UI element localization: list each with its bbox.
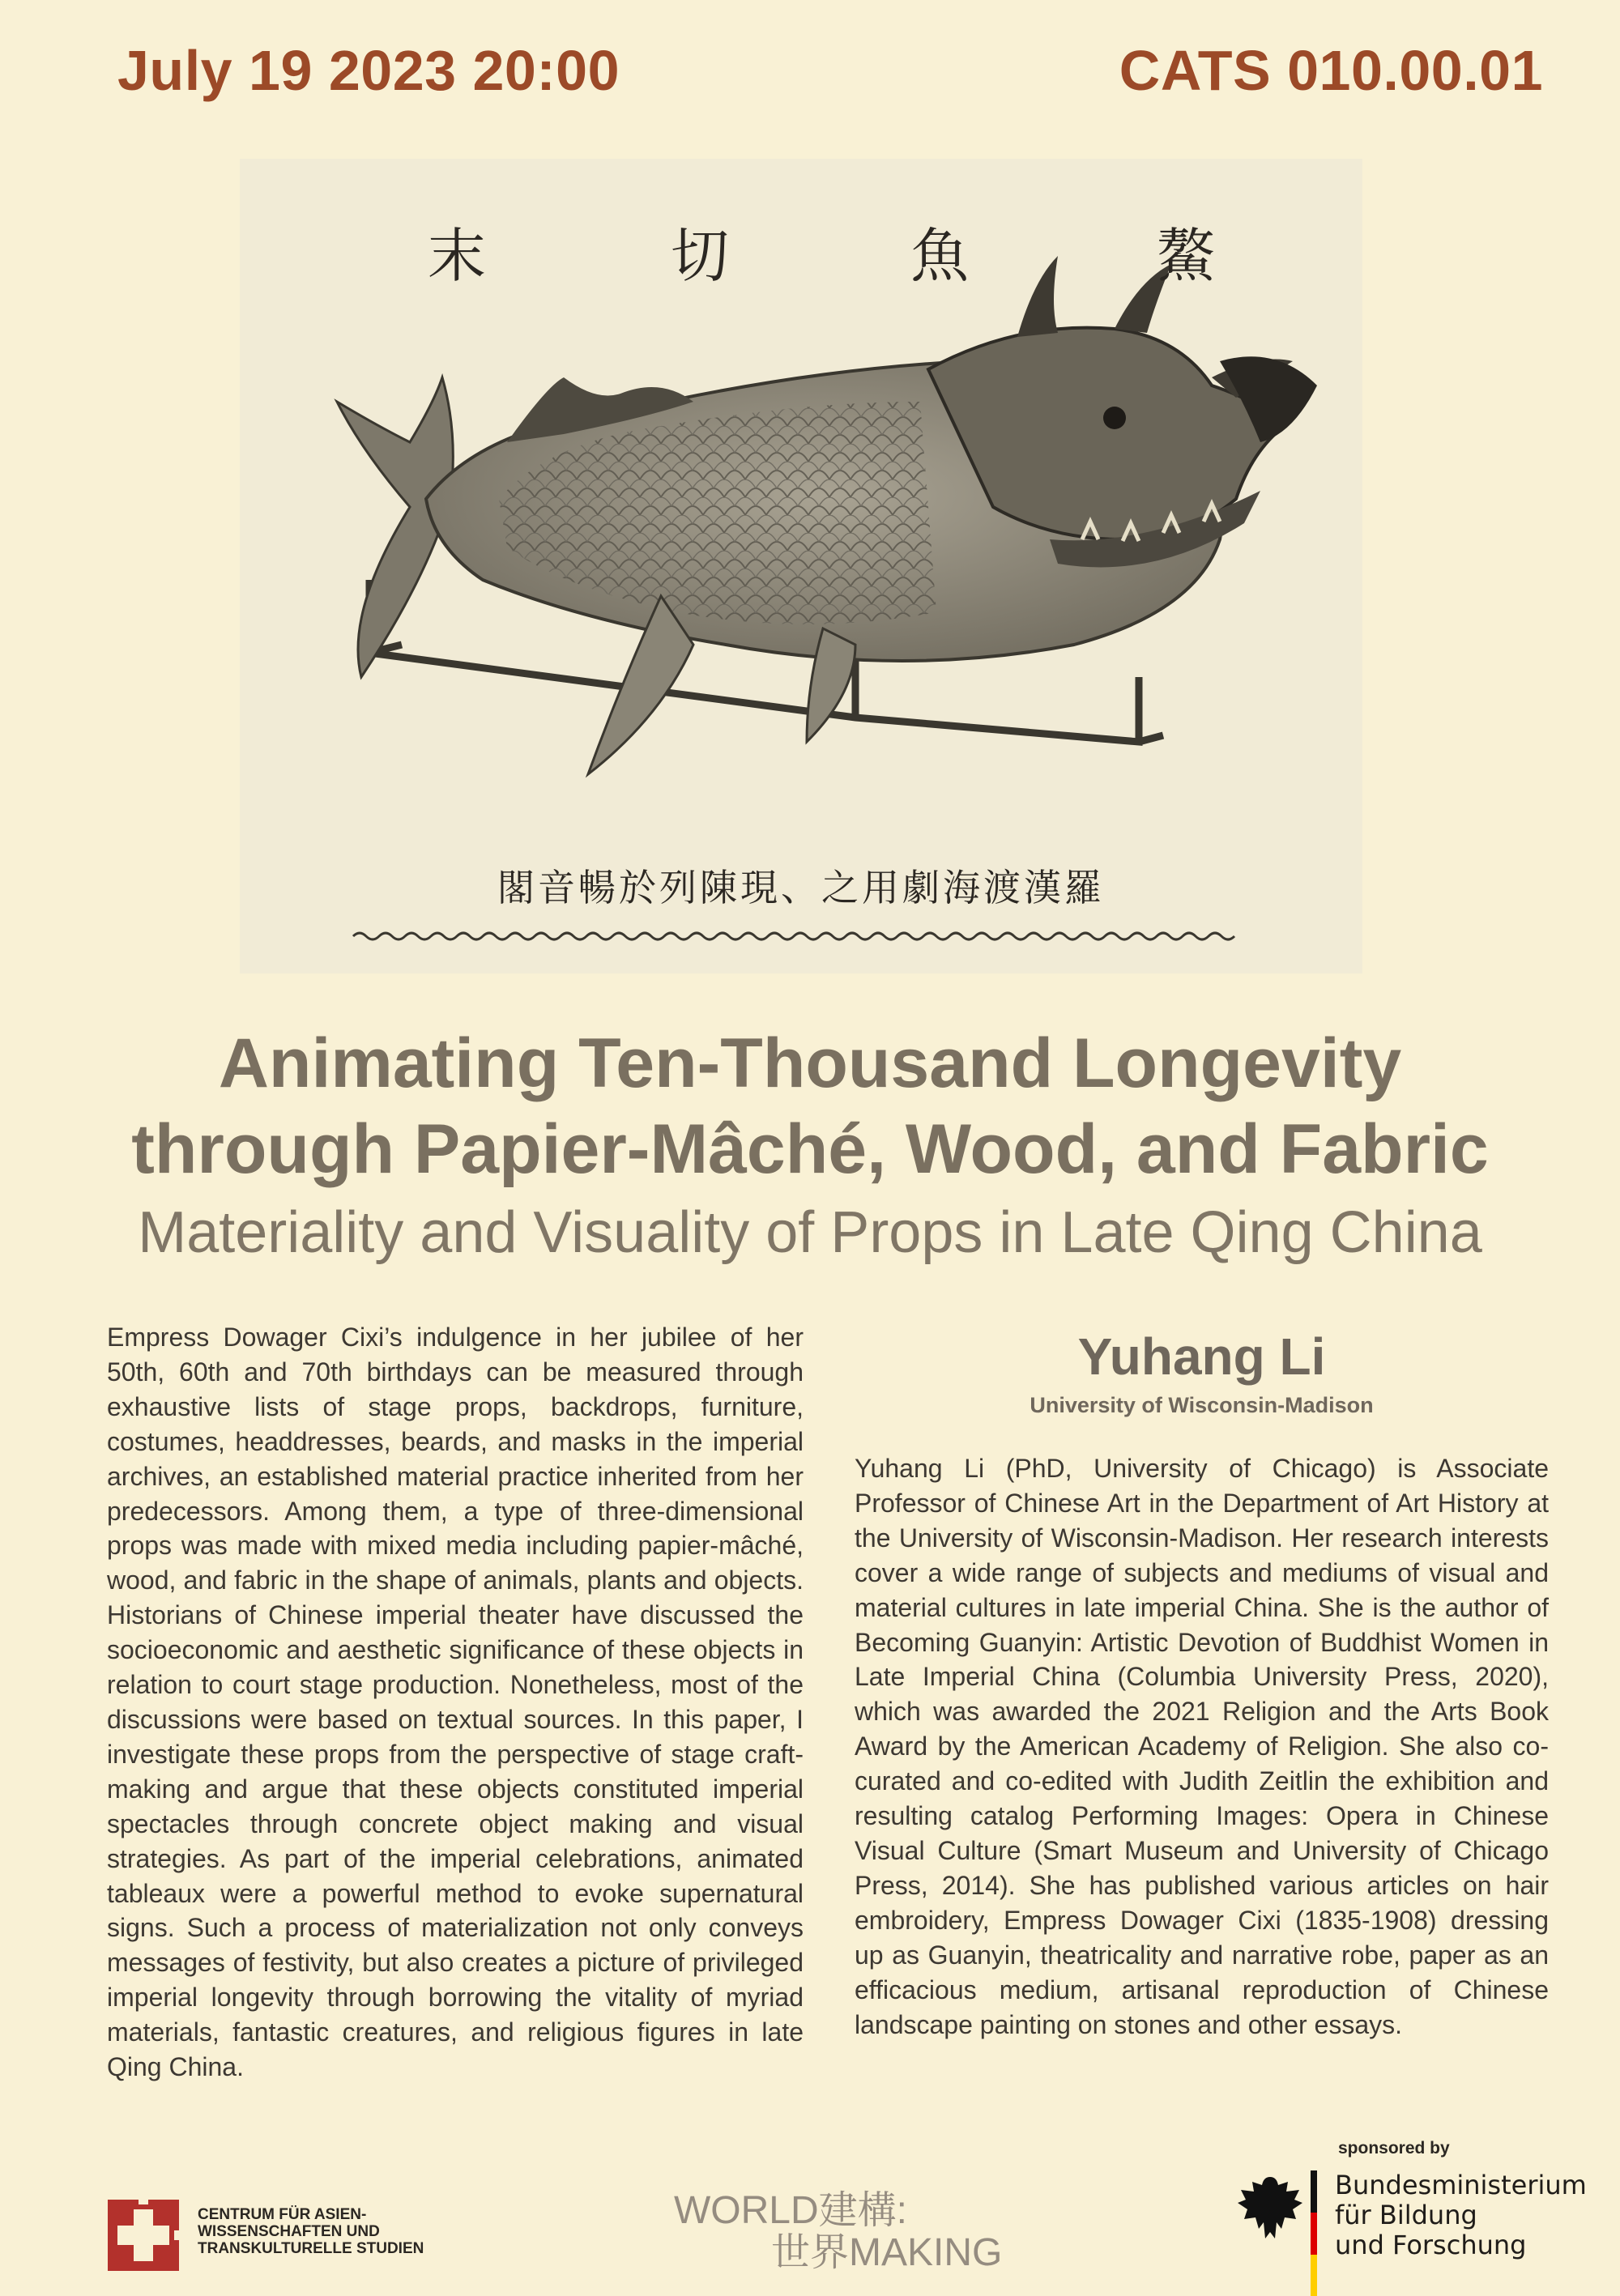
fish-prop-photo [240,159,1362,973]
lecture-title-block [0,1020,1620,1273]
abstract-text: Empress Dowager Cixi’s indulgence in her jubilee of her 50th, 60th and 70th birthdays can be measured through exhaustive lists of stage props, backdrops, furniture, costumes, headdresses, beards, and masks in the imperial archives, an established material practice inherited from her predecessors. Among them, a type of three-dimensional props was made with mixed media including papier-mâché, wood, and fabric in the shape of animals, plants and objects. Historians of Chinese imperial theater have discussed the socioeconomic and aesthetic significance of these objects in relation to court stage production. Nonetheless, most of the discussions were based on textual sources. In this paper, I investigate these props from the perspective of stage craft-making and argue that these objects constituted imperial spectacles through concrete object making and visual strategies. As part of the imperial celebrations, animated tableaux were a powerful method to evoke supernatural signs. Such a process of materialization not only conveys messages of festivity, but also creates a picture of privileged imperial longevity through borrowing the vitality of myriad materials, fantastic creatures, and religious figures in late Qing China. [107,1323,804,2082]
cats-line-3: TRANSKULTURELLE STUDIEN [198,2240,424,2257]
cats-line-1: CENTRUM FÜR ASIEN- [198,2206,367,2223]
photo-caption: 閣音暢於列陳現、之用劇海渡漢羅 [497,866,1105,909]
event-date: July 19 2023 20:00 [117,39,620,102]
bmbf-line-3: und Forschung [1335,2230,1527,2260]
speaker-name: Yuhang Li [1077,1327,1326,1386]
photo-char-4: 鰲 [1157,222,1216,290]
cats-logo-icon [108,2200,179,2271]
lecture-subtitle: Materiality and Visuality of Props in Late Qing China [138,1200,1482,1265]
speaker-affiliation: University of Wisconsin-Madison [1030,1393,1374,1417]
sponsored-by-label: sponsored by [1338,2139,1450,2158]
title-line-2: through Papier-Mâché, Wood, and Fabric [131,1110,1489,1188]
photo-char-3: 魚 [910,222,970,290]
german-flag-bar [1311,2170,1317,2296]
cats-institute-name [198,2206,424,2257]
bmbf-name [1335,2170,1587,2260]
worldmaking-line-1: WORLD建構: [674,2189,908,2232]
federal-eagle-icon [1238,2170,1302,2243]
worldmaking-line-2: 世界MAKING [771,2231,1003,2274]
photo-char-1: 末 [428,222,487,290]
event-room: CATS 010.00.01 [1119,39,1543,102]
speaker-block [855,1324,1549,1421]
worldmaking-logo [674,2190,1002,2274]
title-line-1: Animating Ten-Thousand Longevity [218,1024,1402,1102]
photo-char-2: 切 [671,222,730,290]
cats-line-2: WISSENSCHAFTEN UND [198,2223,380,2240]
bmbf-line-1: Bundesministerium [1335,2170,1587,2200]
bmbf-line-2: für Bildung [1335,2200,1477,2230]
speaker-bio: Yuhang Li (PhD, University of Chicago) is Associate Professor of Chinese Art in the Department of Art History at the University of Wisconsin-Madison. Her research interests cover a wide range of subjects and mediums of visual and material cultures in late imperial China. She is the author of Becoming Guanyin: Artistic Devotion of Buddhist Women in Late Imperial China (Columbia University Press, 2020), which was awarded the 2021 Religion and the Arts Book Award by the American Academy of Religion. She also co-curated and co-edited with Judith Zeitlin the exhibition and resulting catalog Performing Images: Opera in Chinese Visual Culture (Smart Museum and University of Chicago Press, 2014). She has published various articles on hair embroidery, Empress Dowager Cixi (1835-1908) dressing up as Guanyin, theatricality and narrative robe, paper as an efficacious medium, artisanal reproduction of Chinese landscape painting on stones and other essays. [855,1454,1549,2039]
